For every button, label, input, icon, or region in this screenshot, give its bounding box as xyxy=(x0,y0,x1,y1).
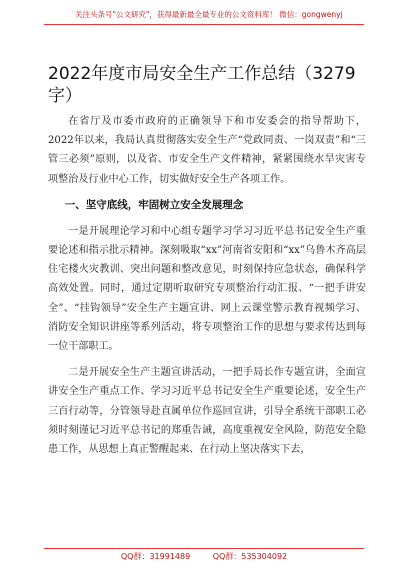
footer-qq-group-2: QQ群：535304092 xyxy=(212,552,288,561)
section-heading: 一、坚守底线，牢固树立安全发展理念 xyxy=(64,198,244,211)
header-note: 关注头条号"公文研究"，获得最新最全最专业的公文资料库！ 微信：gongwenyj xyxy=(75,10,343,19)
body-paragraph: 二是开展安全生产主题宣讲活动，一把手局长作专题宣讲，全面宣讲安全生产重点工作、学习习近平总书记安全生产重要论述，安全生产三百行动等，分管领导赴直属单位作巡回宣讲，引导全系统干部职工必须时刻谨记习近平总书记的郑重告诫，高度重视安全风险，防范安全隐患工作，从思想上真正警醒起来、在行动上坚决落实下去， xyxy=(48,367,366,456)
intro-paragraph: 在省厅及市委市政府的正确领导下和市安委会的指导帮助下，2022年以来，我局认真贯彻落实安全生产“党政同责、一岗双责”和“三管三必须”原则，以及省、市安全生产文件精神，紧紧围绕水旱灾害专项整治及行业中心工作，切实做好安全生产各项工作。 xyxy=(48,116,366,185)
header-divider xyxy=(44,24,364,25)
footer xyxy=(0,551,408,565)
footer-divider xyxy=(44,548,364,549)
document-body xyxy=(48,112,366,466)
footer-qq-group-1: QQ群：31991489 xyxy=(120,552,191,561)
body-paragraph: 一是开展理论学习和中心组专题学习学习习近平总书记安全生产重要论述和指示批示精神。深刻吸取“xx”河南省安阳和“xx”乌鲁木齐高层住宅楼火灾教训、突出问题和整改意见，时刻保持应急状态，确保科学高效处置。同时，通过定期听取研究专项整治行动汇报、“一把手讲安全”、“挂钩领导”安全生产主题宣讲、网上云课堂警示教育视频学习、消防安全知识讲座等系列活动，将专项整治工作的思想与要求传达到每一位干部职工。 xyxy=(48,225,366,353)
document-title: 2022年度市局安全生产工作总结（3279字） xyxy=(48,64,356,106)
